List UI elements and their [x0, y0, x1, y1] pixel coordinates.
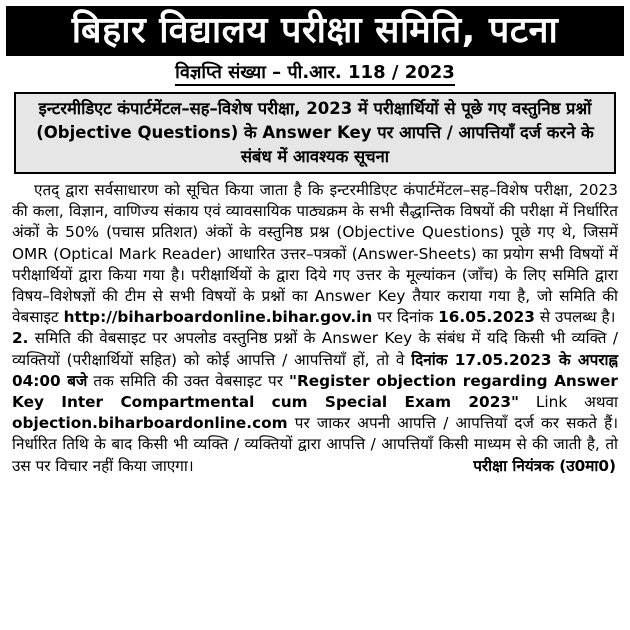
paragraph-2-number: 2.: [12, 329, 29, 348]
paragraph-2-text: समिति की वेबसाइट पर अपलोड वस्तुनिष्ठ प्रश्नों के Answer Key के संबंध में यदि किसी भी व्यक्ति / व्यक्तियों (परीक्षार्थियों सहित) को कोई आपत्ति / आपत्तियाँ हों, तो वे: [12, 329, 618, 369]
paragraph-1-end: से उपलब्ध है।: [534, 308, 616, 327]
notice-number-text: विज्ञप्ति संख्या – पी.आर. 118 / 2023: [175, 62, 455, 86]
subject-box: इन्टरमीडिएट कंपार्टमेंटल–सह–विशेष परीक्षा, 2023 में परीक्षार्थियों से पूछे गए वस्तुनिष्ठ प्रश्नों (Objective Questions) के Answer Key पर आपत्ति / आपत्तियाँ दर्ज करने के संबंध में आवश्यक सूचना: [14, 92, 616, 174]
paragraph-2-link-word: Link अथवा: [518, 393, 618, 412]
board-title: बिहार विद्यालय परीक्षा समिति, पटना: [6, 6, 624, 56]
notice-number: [10, 60, 620, 86]
paragraph-1-text: एतद् द्वारा सर्वसाधारण को सूचित किया जाता है कि इन्टरमीडिएट कंपार्टमेंटल–सह–विशेष परीक्षा, 2023 की कला, विज्ञान, वाणिज्य संकाय एवं व्यावसायिक पाठ्यक्रम के सभी सैद्धान्तिक विषयों की परीक्षा में निर्धारित अंकों के 50% (पचास प्रतिशत) अंकों के वस्तुनिष्ठ प्रश्न (Objective Questions) पूछे गए थे, जिसमें OMR (Optical Mark Reader) आधारित उत्तर–पत्रकों (Answer-Sheets) का प्रयोग सभी विषयों में परीक्षार्थियों द्वारा किया गया है। परीक्षार्थियों के द्वारा दिये गए उत्तर के मूल्यांकन (जाँच) के लिए समिति द्वारा विषय–विशेषज्ञों की टीम से सभी विषयों के प्रश्नों का Answer Key तैयार कराया गया है, जो समिति की वेबसाइट: [12, 181, 618, 327]
website-url: http://biharboardonline.bihar.gov.in: [63, 308, 373, 327]
paragraph-1: [12, 180, 618, 328]
objection-site-url: objection.biharboardonline.com: [12, 414, 288, 433]
paragraph-2-mid: तक समिति की उक्त वेबसाइट पर: [87, 371, 290, 390]
paragraph-1-mid: पर दिनांक: [372, 308, 439, 327]
publish-date: 16.05.2023: [438, 308, 535, 327]
paragraph-2: [12, 328, 618, 476]
notice-body: [12, 180, 618, 477]
paragraph-2-end: पर जाकर अपनी आपत्ति / आपत्तियाँ दर्ज कर सकते हैं। निर्धारित तिथि के बाद किसी भी व्यक्ति / व्यक्तियों द्वारा आपत्ति / आपत्तियाँ किसी माध्यम से की जाती है, तो उस पर विचार नहीं किया जाएगा।: [12, 414, 618, 475]
objection-deadline: दिनांक 17.05.2023 के अपराह्न 04:00 बजे: [12, 350, 618, 390]
signature: परीक्षा नियंत्रक (उ0मा0): [473, 456, 616, 475]
objection-link-text: "Register objection regarding Answer Key Inter Compartmental cum Special Exam 2023": [12, 371, 618, 412]
